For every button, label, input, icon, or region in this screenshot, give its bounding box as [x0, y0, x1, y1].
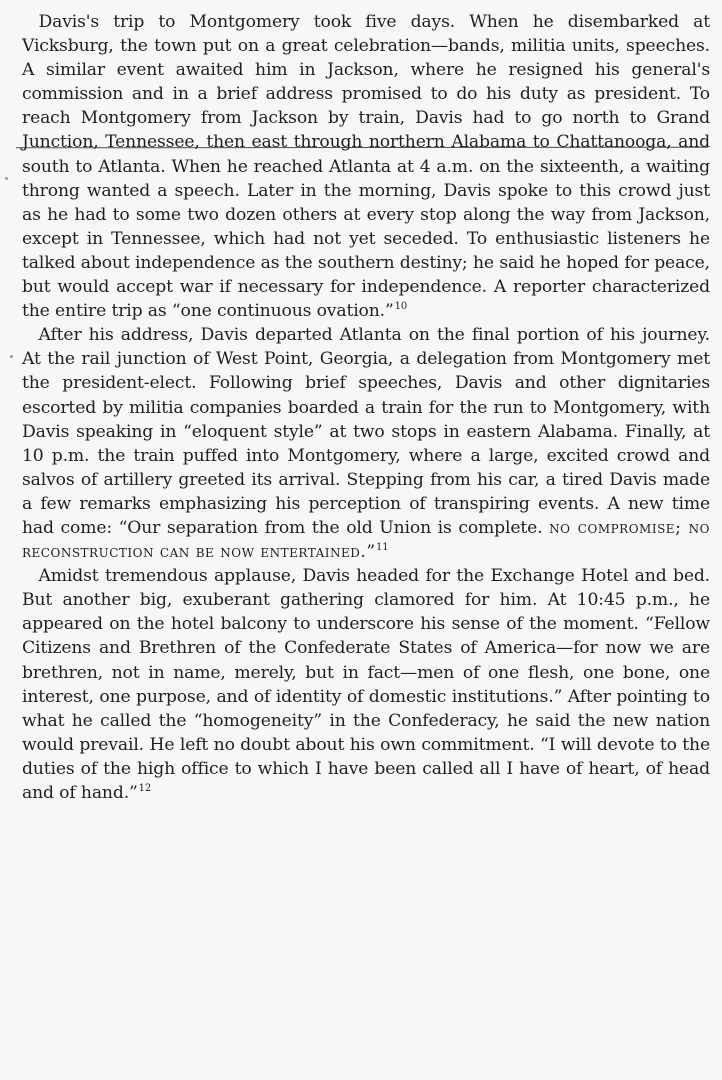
paragraph-1	[22, 10, 710, 323]
paragraph-2-closing-quote: ”	[366, 542, 375, 563]
paragraph-2-text: After his address, Davis departed Atlanta on the final portion of his journey. At the rail junction of West Point, Georgia, a delegation from Montgomery met the president-elect. Following brief speeches, Davis and other dignitaries escorted by militia companies boarded a train for the run to Montgomery, with Davis speaking in “eloquent style” at two stops in eastern Alabama. Finally, at 10 p.m. the train puffed into Montgomery, where a large, excited crowd and salvos of artillery greeted its arrival. Stepping from his car, a tired Davis made a few remarks emphasizing his perception of transpiring events. A new time had come: “Our separation from the old Union is complete.	[22, 325, 710, 538]
footnote-ref-11: 11	[376, 542, 389, 554]
body-text	[22, 10, 710, 805]
scan-speck	[10, 355, 13, 358]
paragraph-2	[22, 323, 710, 564]
paragraph-1-text: Davis's trip to Montgomery took five days. When he disembarked at Vicksburg, the town put on a great celebration—bands, militia units, speeches. A similar event awaited him in Jackson, where he resigned his general's commission and in a brief address promised to do his duty as president. To reach Montgomery from Jackson by train, Davis had to go north to Grand Junction, Tennessee, then east through northern Alabama to Chattanooga, and south to Atlanta. When he reached Atlanta at 4 a.m. on the sixteenth, a waiting throng wanted a speech. Later in the morning, Davis spoke to this crowd just as he had to some two dozen others at every stop along the way from Jackson, except in Tennessee, which had not yet seceded. To enthusiastic listeners he talked about independence as the southern destiny; he said he hoped for peace, but would accept war if necessary for independence. A reporter characterized the entire trip as “one continuous ovation.”	[22, 12, 710, 322]
scan-speck	[5, 177, 8, 180]
footnote-ref-12: 12	[138, 783, 152, 794]
paragraph-3	[22, 564, 710, 805]
paragraph-2-small-caps-quote: no compromise; no reconstruction can be now entertained.	[22, 517, 711, 563]
footnote-ref-10: 10	[394, 301, 408, 313]
paragraph-3-text: Amidst tremendous applause, Davis headed for the Exchange Hotel and bed. But another big, exuberant gathering clamored for him. At 10:45 p.m., he appeared on the hotel balcony to underscore his sense of the moment. “Fellow Citizens and Brethren of the Confederate States of America—for now we are brethren, not in name, merely, but in fact—men of one flesh, one bone, one interest, one purpose, and of identity of domestic institutions.” After pointing to what he called the “homogeneity” in the Confederacy, he said the new nation would prevail. He left no doubt about his own commitment. “I will devote to the duties of the high office to which I have been called all I have of heart, of head and of hand.”	[22, 566, 710, 803]
